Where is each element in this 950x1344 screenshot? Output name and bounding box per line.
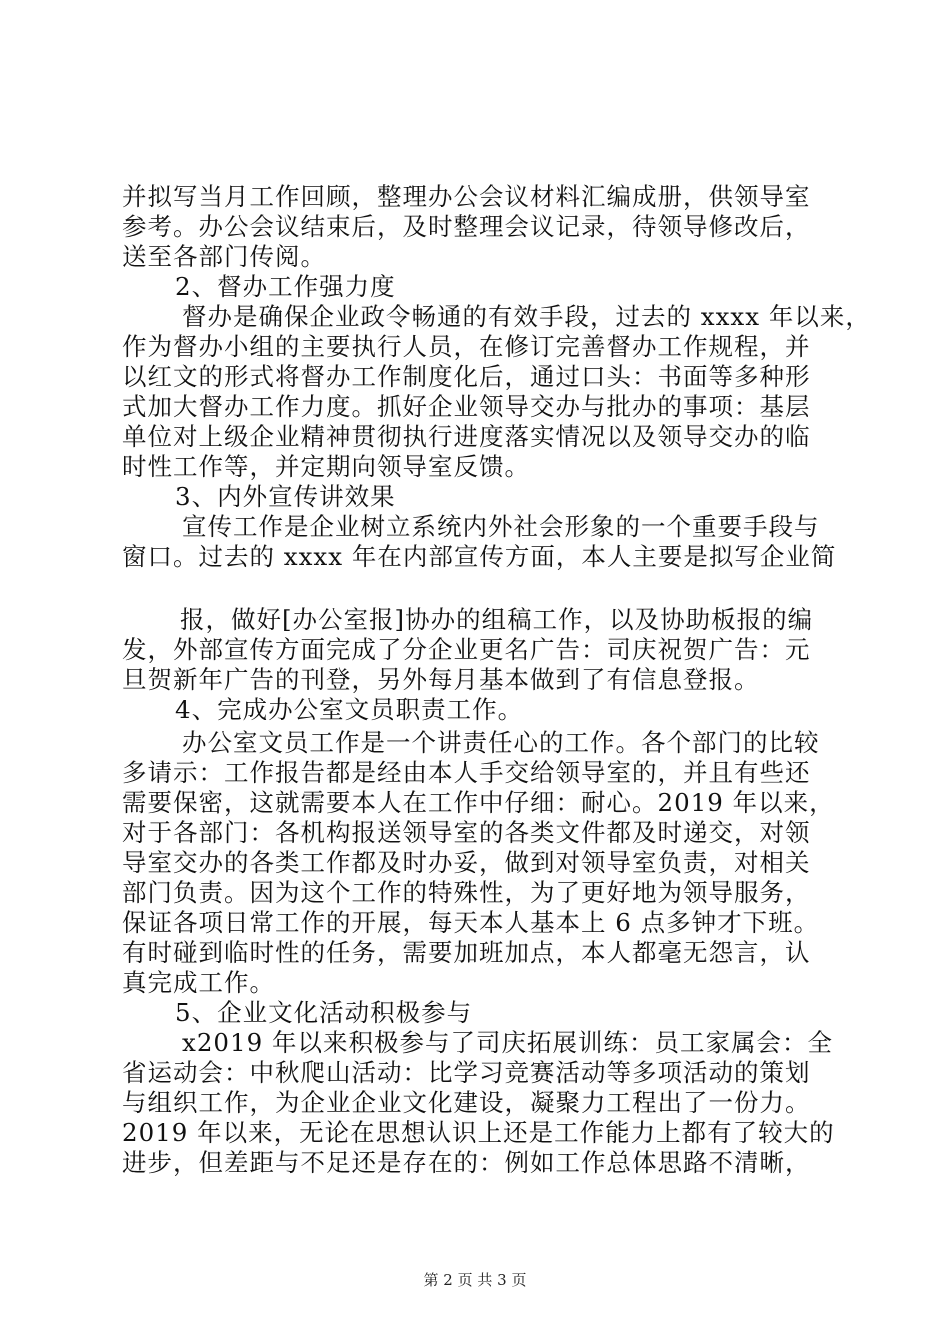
text-line: 式加大督办工作力度。抓好企业领导交办与批办的事项：基层 (122, 392, 811, 421)
text-line: 办公室文员工作是一个讲责任心的工作。各个部门的比较 (182, 728, 820, 757)
text-line: 作为督办小组的主要执行人员，在修订完善督办工作规程，并 (122, 332, 811, 361)
section-heading: 2、督办工作强力度 (175, 272, 396, 301)
text-line: 与组织工作，为企业企业文化建设，凝聚力工程出了一份力。 (122, 1088, 811, 1117)
text-line: 进步，但差距与不足还是存在的：例如工作总体思路不清晰， (122, 1148, 811, 1177)
section-heading: 4、完成办公室文员职责工作。 (175, 695, 524, 724)
text-line: 有时碰到临时性的任务，需要加班加点，本人都毫无怨言，认 (122, 938, 811, 967)
text-line: 需要保密，这就需要本人在工作中仔细：耐心。2019 年以来， (122, 788, 835, 817)
text-line: 真完成工作。 (122, 968, 275, 997)
text-line: 窗口。过去的 xxxx 年在内部宣传方面，本人主要是拟写企业简 (122, 542, 837, 571)
text-line: 旦贺新年广告的刊登，另外每月基本做到了有信息登报。 (122, 665, 760, 694)
page-number-footer: 第 2 页 共 3 页 (423, 1271, 527, 1289)
text-line: 保证各项日常工作的开展，每天本人基本上 6 点多钟才下班。 (122, 908, 820, 937)
text-line: 并拟写当月工作回顾，整理办公会议材料汇编成册，供领导室 (122, 182, 811, 211)
section-heading: 3、内外宣传讲效果 (175, 482, 396, 511)
text-line: 宣传工作是企业树立系统内外社会形象的一个重要手段与 (182, 512, 820, 541)
text-line: 多请示：工作报告都是经由本人手交给领导室的，并且有些还 (122, 758, 811, 787)
text-line: 对于各部门：各机构报送领导室的各类文件都及时递交，对领 (122, 818, 811, 847)
text-line: 报，做好[办公室报]协办的组稿工作，以及协助板报的编 (180, 605, 814, 634)
text-line: 导室交办的各类工作都及时办妥，做到对领导室负责，对相关 (122, 848, 811, 877)
text-line: 送至各部门传阅。 (122, 242, 326, 271)
text-line: 省运动会：中秋爬山活动：比学习竞赛活动等多项活动的策划 (122, 1058, 811, 1087)
text-line: x2019 年以来积极参与了司庆拓展训练：员工家属会：全 (182, 1028, 833, 1057)
text-line: 以红文的形式将督办工作制度化后，通过口头：书面等多种形 (122, 362, 811, 391)
text-line: 参考。办公会议结束后，及时整理会议记录，待领导修改后， (122, 212, 811, 241)
text-line: 督办是确保企业政令畅通的有效手段，过去的 xxxx 年以来， (182, 302, 871, 331)
text-line: 部门负责。因为这个工作的特殊性，为了更好地为领导服务， (122, 878, 811, 907)
section-heading: 5、企业文化活动积极参与 (175, 998, 473, 1027)
text-line: 时性工作等，并定期向领导室反馈。 (122, 452, 530, 481)
text-line: 发，外部宣传方面完成了分企业更名广告：司庆祝贺广告：元 (122, 635, 811, 664)
text-line: 单位对上级企业精神贯彻执行进度落实情况以及领导交办的临 (122, 422, 811, 451)
text-line: 2019 年以来，无论在思想认识上还是工作能力上都有了较大的 (122, 1118, 835, 1147)
